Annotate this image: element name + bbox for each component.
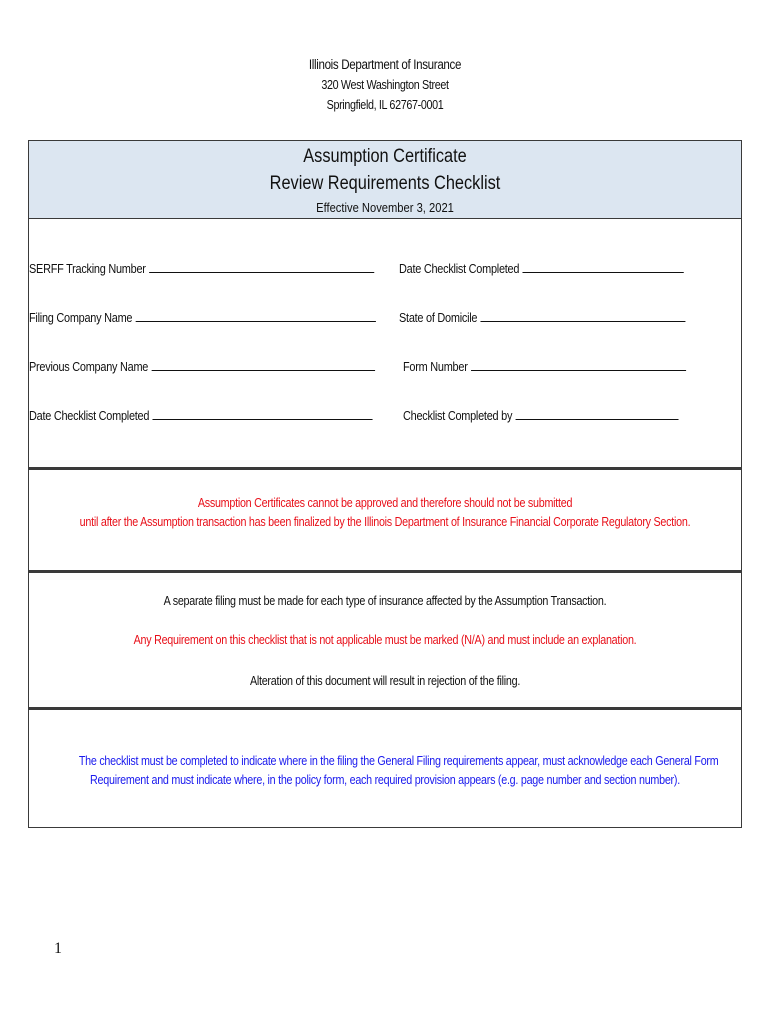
date-completed-left-line[interactable] xyxy=(153,408,373,420)
previous-company-label: Previous Company Name xyxy=(29,359,149,374)
filing-company-line[interactable] xyxy=(136,310,376,322)
serff-line[interactable] xyxy=(149,261,374,273)
completed-by-label: Checklist Completed by xyxy=(403,408,513,423)
header-org: Illinois Department of Insurance xyxy=(308,57,462,72)
state-domicile-line[interactable] xyxy=(481,310,686,322)
title-box xyxy=(28,140,742,219)
header-city: Springfield, IL 62767-0001 xyxy=(326,98,444,112)
fields-box xyxy=(28,219,742,468)
title-line-2: Review Requirements Checklist xyxy=(269,173,501,194)
completed-by-line[interactable] xyxy=(516,408,679,420)
serff-label: SERFF Tracking Number xyxy=(29,261,146,276)
form-number-field[interactable] xyxy=(403,359,686,374)
instructions-line-2: Requirement and must indicate where, in the policy form, each required provision appears (e.g. page number and section number). xyxy=(90,773,680,787)
rules-box xyxy=(28,571,742,708)
form-number-line[interactable] xyxy=(471,359,686,371)
date-completed-right-line[interactable] xyxy=(523,261,684,273)
state-domicile-field[interactable] xyxy=(399,310,686,325)
filing-company-label: Filing Company Name xyxy=(29,310,133,325)
date-completed-right-label: Date Checklist Completed xyxy=(399,261,520,276)
header-street: 320 West Washington Street xyxy=(321,78,449,92)
date-completed-left-label: Date Checklist Completed xyxy=(29,408,150,423)
notice-line-1: Assumption Certificates cannot be approved and therefore should not be submitted xyxy=(197,496,573,510)
rule-separate-filing: A separate filing must be made for each type of insurance affected by the Assumption Transaction. xyxy=(163,594,607,608)
title-line-1: Assumption Certificate xyxy=(303,146,467,167)
notice-line-2: until after the Assumption transaction has been finalized by the Illinois Department of Insurance Financial Corporate Regulatory Section. xyxy=(79,515,691,529)
notice-box xyxy=(28,468,742,571)
completed-by-field[interactable] xyxy=(403,408,678,423)
date-completed-left-field[interactable] xyxy=(29,408,373,423)
form-number-label: Form Number xyxy=(403,359,468,374)
instructions-line-1: The checklist must be completed to indicate where in the filing the General Filing requirements appear, must acknowledge each General Form xyxy=(78,754,719,768)
state-domicile-label: State of Domicile xyxy=(399,310,478,325)
rule-alteration: Alteration of this document will result in rejection of the filing. xyxy=(249,674,521,688)
rule-na-requirement: Any Requirement on this checklist that is not applicable must be marked (N/A) and must include an explanation. xyxy=(133,633,637,647)
effective-date: Effective November 3, 2021 xyxy=(316,200,454,215)
filing-company-field[interactable] xyxy=(29,310,376,325)
previous-company-line[interactable] xyxy=(151,359,374,371)
page-number: 1 xyxy=(54,940,62,957)
serff-field[interactable] xyxy=(29,261,374,276)
date-completed-right-field[interactable] xyxy=(399,261,684,276)
previous-company-field[interactable] xyxy=(29,359,375,374)
instructions-box xyxy=(28,708,742,828)
